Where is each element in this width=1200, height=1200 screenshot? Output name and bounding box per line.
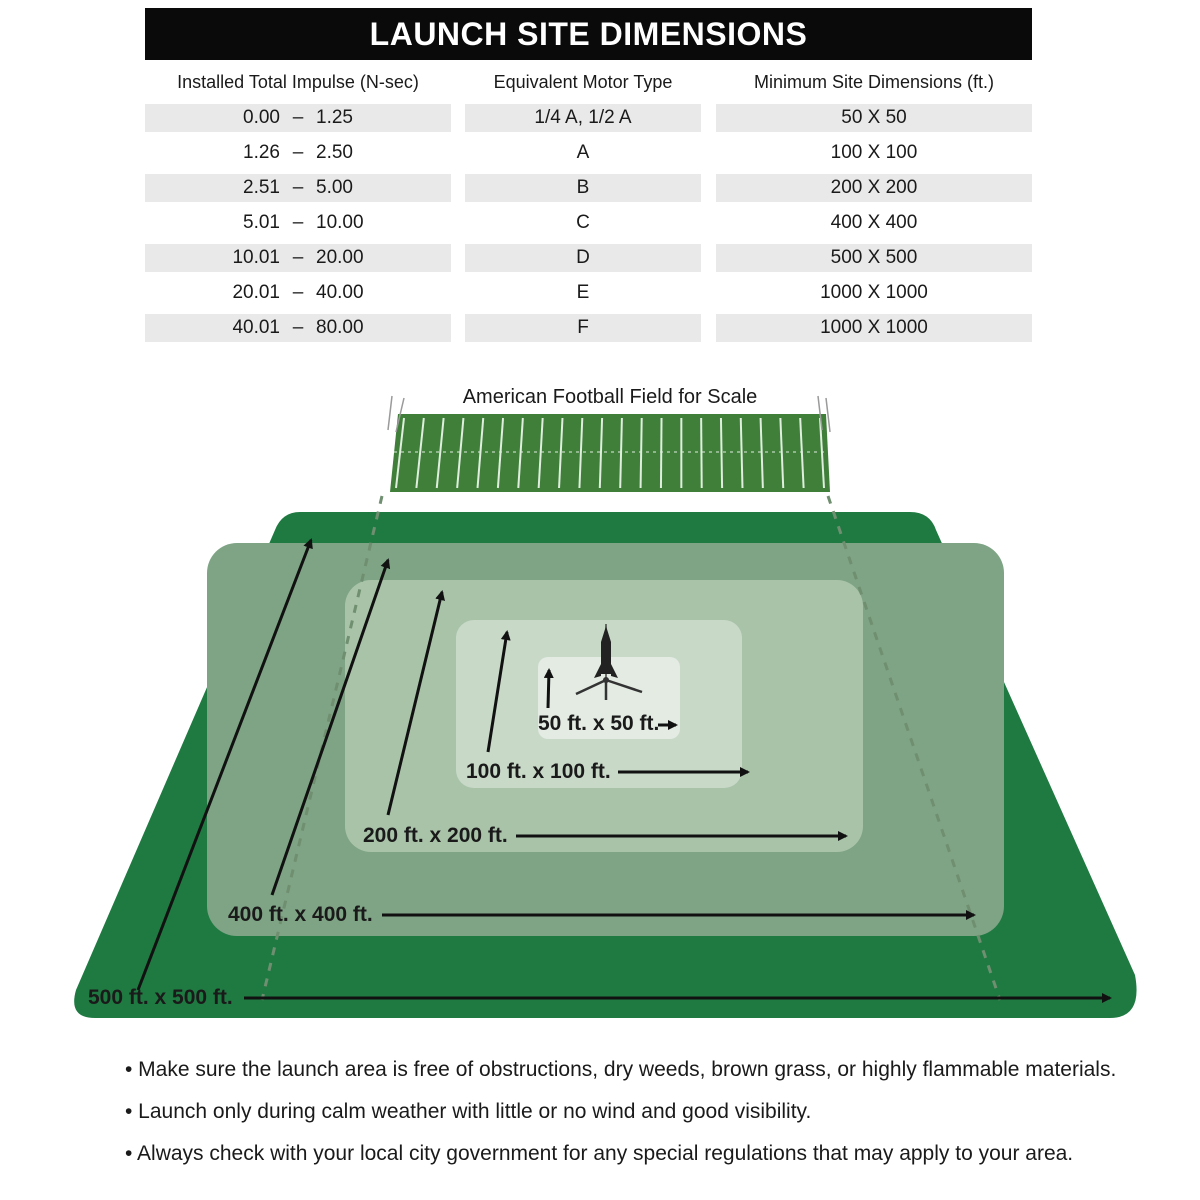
zone-label-200: 200 ft. x 200 ft.	[363, 824, 508, 847]
note-weather: • Launch only during calm weather with little or no wind and good visibility.	[125, 1100, 812, 1123]
site-dimensions-cell: 500 X 500	[716, 244, 1032, 272]
site-dimensions-cell: 100 X 100	[830, 142, 918, 163]
impulse-dash: –	[292, 282, 304, 303]
motor-type-cell: C	[576, 212, 590, 233]
impulse-low: 2.51	[243, 177, 280, 198]
yard-line	[721, 418, 722, 488]
field-scale-label: American Football Field for Scale	[462, 386, 758, 408]
site-dimensions-cell: 200 X 200	[716, 174, 1032, 202]
impulse-low: 0.00	[243, 107, 280, 128]
header-impulse: Installed Total Impulse (N-sec)	[177, 72, 419, 92]
impulse-dash: –	[292, 247, 304, 268]
motor-type-cell: F	[465, 314, 701, 342]
motor-type-cell: E	[576, 282, 590, 303]
page-title: LAUNCH SITE DIMENSIONS	[145, 8, 1032, 60]
impulse-high: 5.00	[316, 177, 353, 198]
note-regulations: • Always check with your local city government for any special regulations that may apply to your area.	[125, 1142, 1074, 1165]
arrow-depth-50	[548, 670, 549, 708]
motor-type-cell: B	[465, 174, 701, 202]
impulse-high: 2.50	[316, 142, 353, 163]
impulse-high: 40.00	[316, 282, 364, 303]
zone-label-400: 400 ft. x 400 ft.	[228, 903, 373, 926]
site-dimensions-cell: 50 X 50	[716, 104, 1032, 132]
impulse-low: 5.01	[243, 212, 280, 233]
impulse-dash: –	[292, 317, 304, 338]
zone-label-500: 500 ft. x 500 ft.	[88, 986, 233, 1009]
impulse-low: 10.01	[232, 247, 280, 268]
impulse-high: 10.00	[316, 212, 364, 233]
motor-type-cell: A	[576, 142, 590, 163]
header-site-dimensions: Minimum Site Dimensions (ft.)	[753, 72, 995, 92]
motor-type-cell: 1/4 A, 1/2 A	[465, 104, 701, 132]
football-field	[388, 396, 830, 492]
impulse-high: 80.00	[316, 317, 364, 338]
impulse-dash: –	[292, 177, 304, 198]
site-dimensions-cell: 400 X 400	[830, 212, 918, 233]
zone-label-50: 50 ft. x 50 ft.	[538, 712, 660, 735]
header-motor-type: Equivalent Motor Type	[493, 72, 673, 92]
note-obstructions: • Make sure the launch area is free of obstructions, dry weeds, brown grass, or highly flammable materials.	[125, 1058, 1117, 1081]
impulse-low: 1.26	[243, 142, 280, 163]
impulse-dash: –	[292, 212, 304, 233]
site-dimensions-cell: 1000 X 1000	[820, 282, 928, 303]
impulse-high: 1.25	[316, 107, 353, 128]
site-dimensions-cell: 1000 X 1000	[716, 314, 1032, 342]
impulse-high: 20.00	[316, 247, 364, 268]
zone-label-100: 100 ft. x 100 ft.	[466, 760, 611, 783]
yard-line	[641, 418, 642, 488]
motor-type-cell: D	[465, 244, 701, 272]
yard-line	[661, 418, 662, 488]
impulse-dash: –	[292, 107, 304, 128]
impulse-low: 40.01	[232, 317, 280, 338]
yard-line	[701, 418, 702, 488]
impulse-low: 20.01	[232, 282, 280, 303]
impulse-dash: –	[292, 142, 304, 163]
